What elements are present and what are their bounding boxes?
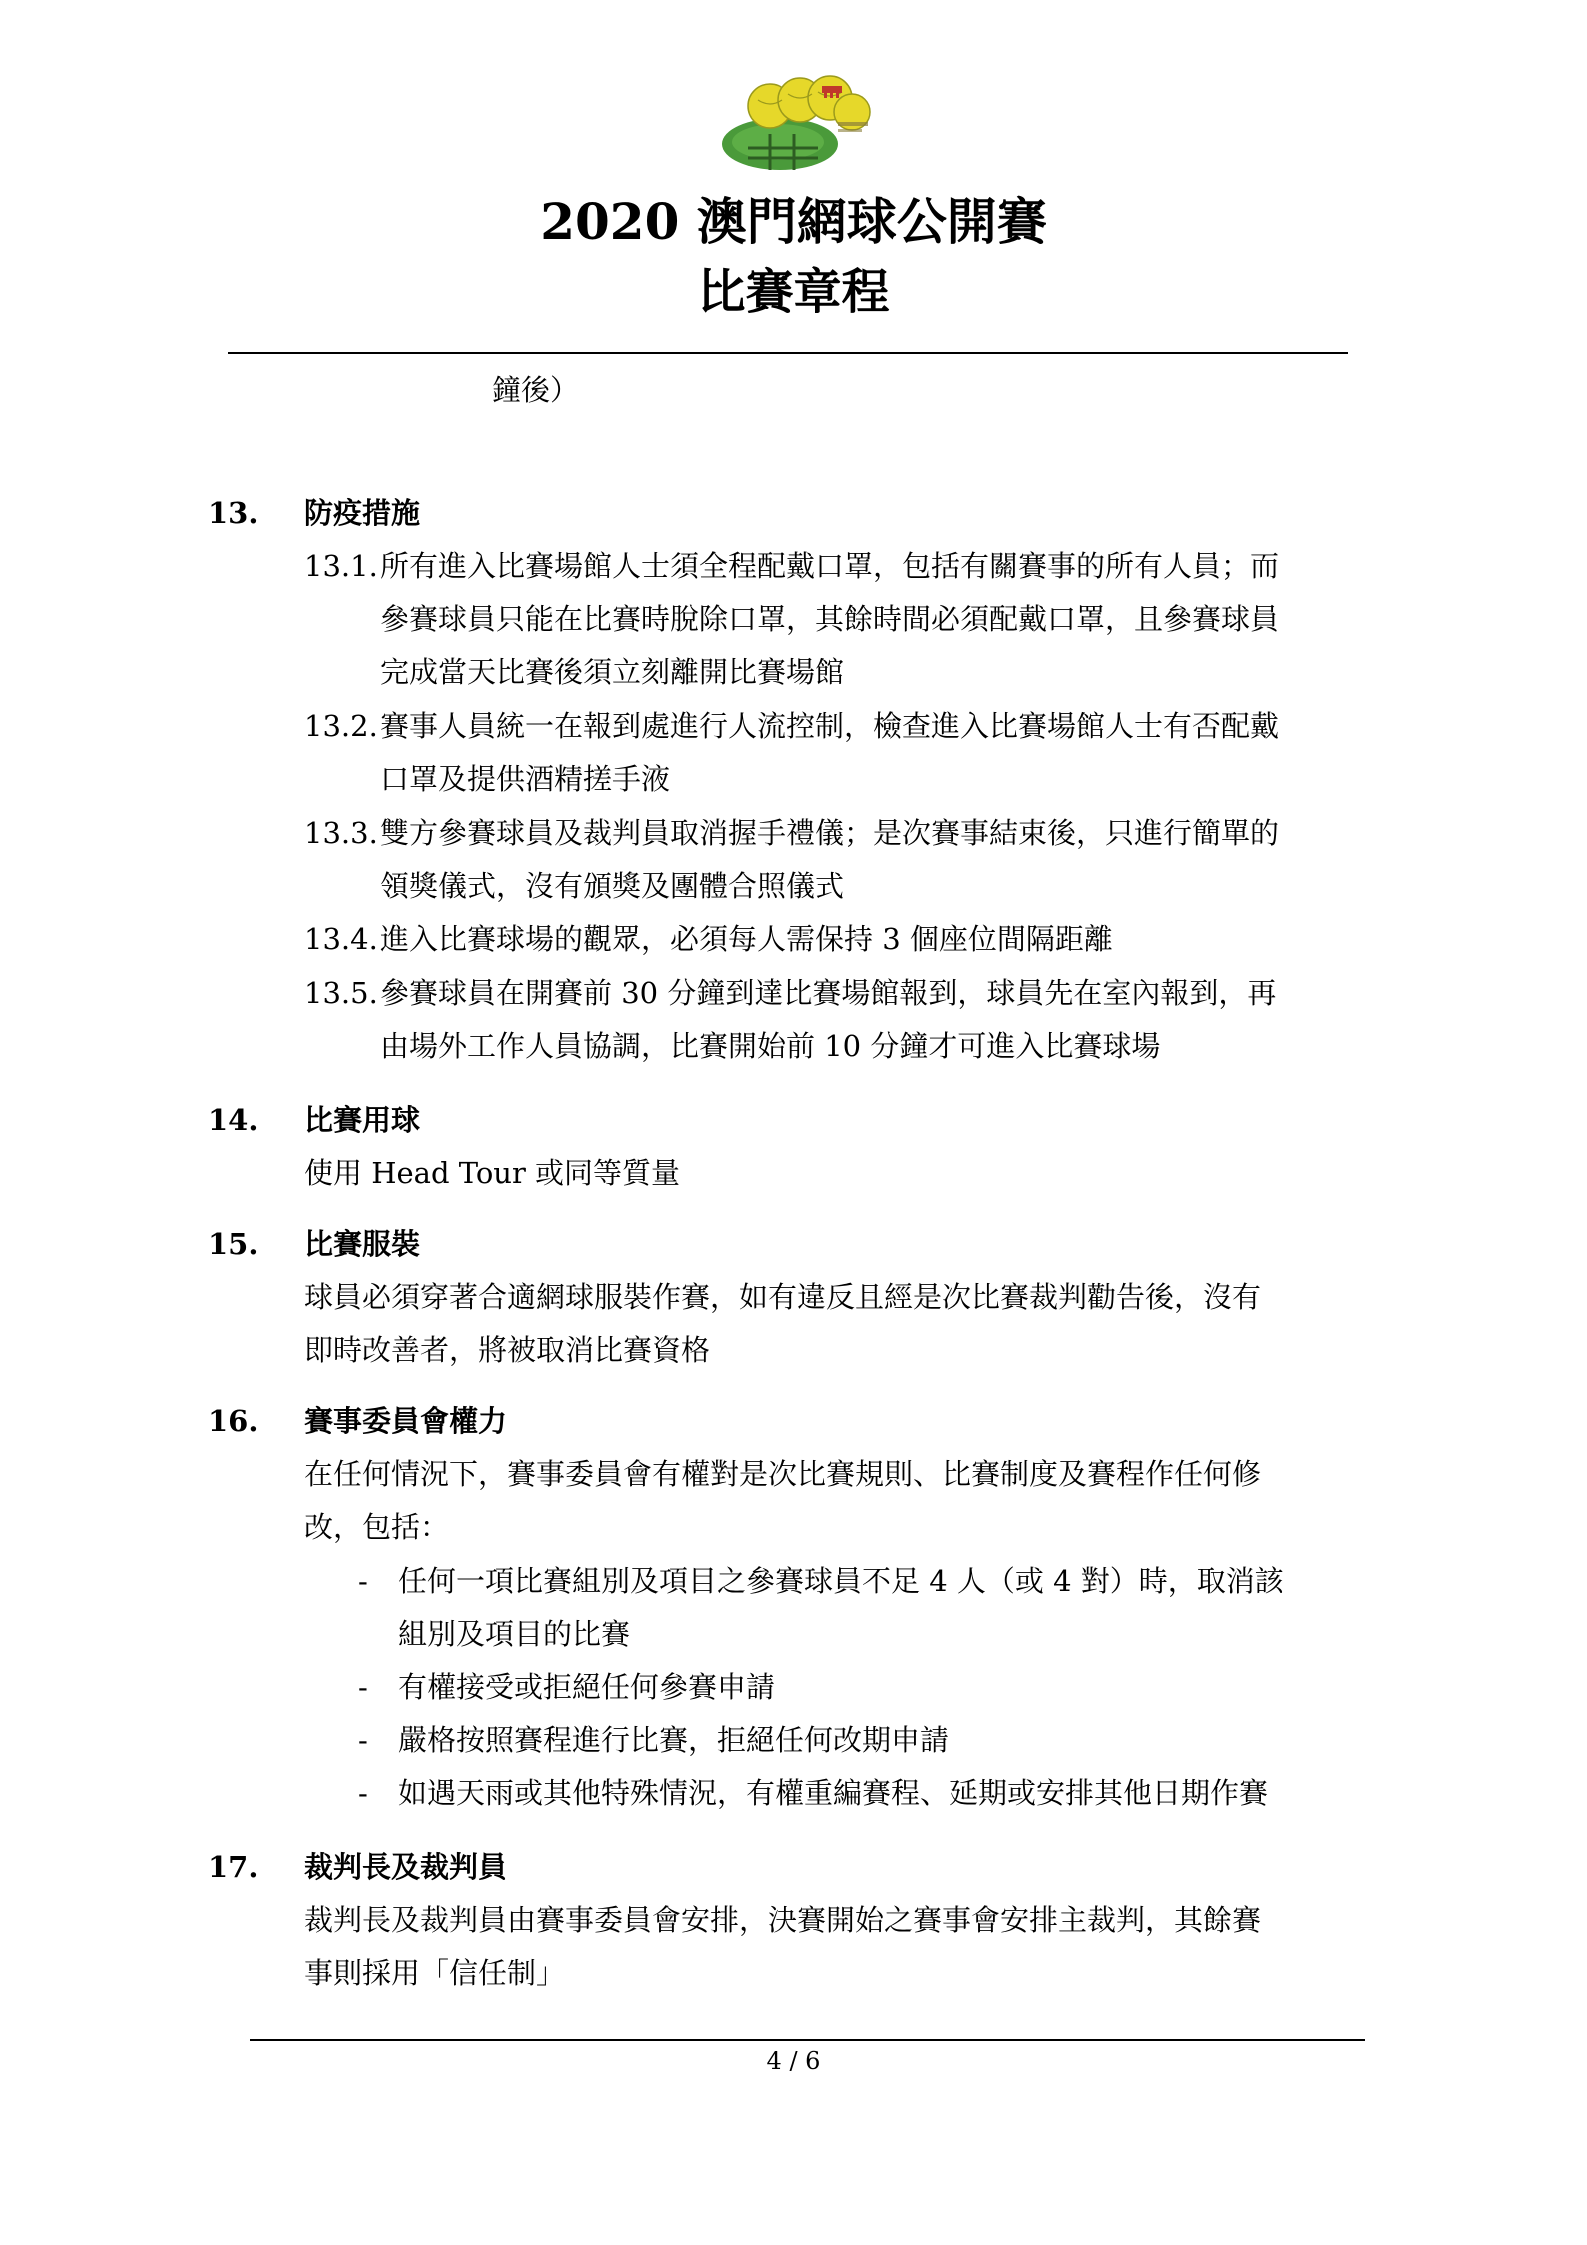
section-17-body-line: 事則採用「信任制」 bbox=[304, 1956, 566, 1990]
bullet-line: 如遇天雨或其他特殊情況，有權重編賽程、延期或安排其他日期作賽 bbox=[398, 1776, 1269, 1810]
bullet-line: 有權接受或拒絕任何參賽申請 bbox=[398, 1670, 776, 1704]
bullet-marker: - bbox=[358, 1776, 368, 1810]
item-13-2-line: 賽事人員統一在報到處進行人流控制，檢查進入比賽場館人士有否配戴 bbox=[380, 709, 1280, 743]
continued-text: 鐘後） bbox=[492, 373, 580, 407]
item-13-3-number: 13.3. bbox=[304, 816, 378, 850]
document-title: 2020 澳門網球公開賽 bbox=[540, 192, 1047, 251]
item-13-1-number: 13.1. bbox=[304, 549, 378, 583]
bullet-line: 嚴格按照賽程進行比賽，拒絕任何改期申請 bbox=[398, 1723, 950, 1757]
bullet-marker: - bbox=[358, 1564, 368, 1598]
footer-divider bbox=[250, 2039, 1365, 2041]
item-13-5-line: 由場外工作人員協調，比賽開始前 10 分鐘才可進入比賽球場 bbox=[380, 1029, 1161, 1063]
section-17-heading: 裁判長及裁判員 bbox=[304, 1850, 508, 1884]
section-15-body-line: 球員必須穿著合適網球服裝作賽，如有違反且經是次比賽裁判勸告後，沒有 bbox=[304, 1280, 1262, 1314]
section-13-number: 13. bbox=[208, 496, 259, 530]
section-17-body-line: 裁判長及裁判員由賽事委員會安排，決賽開始之賽事會安排主裁判，其餘賽 bbox=[304, 1903, 1262, 1937]
section-15-heading: 比賽服裝 bbox=[304, 1227, 421, 1261]
item-13-1-line: 所有進入比賽場館人士須全程配戴口罩，包括有關賽事的所有人員；而 bbox=[380, 549, 1280, 583]
document-subtitle: 比賽章程 bbox=[697, 264, 890, 320]
section-16-number: 16. bbox=[208, 1404, 259, 1438]
bullet-line: 任何一項比賽組別及項目之參賽球員不足 4 人（或 4 對）時，取消該 bbox=[398, 1564, 1284, 1598]
section-14-number: 14. bbox=[208, 1103, 259, 1137]
section-14-body-line: 使用 Head Tour 或同等質量 bbox=[304, 1156, 681, 1190]
section-15-number: 15. bbox=[208, 1227, 259, 1261]
item-13-4-line: 進入比賽球場的觀眾，必須每人需保持 3 個座位間隔距離 bbox=[380, 922, 1113, 956]
item-13-5-number: 13.5. bbox=[304, 976, 378, 1010]
bullet-marker: - bbox=[358, 1670, 368, 1704]
item-13-4-number: 13.4. bbox=[304, 922, 378, 956]
section-16-heading: 賽事委員會權力 bbox=[304, 1404, 508, 1438]
bullet-marker: - bbox=[358, 1723, 368, 1757]
item-13-3-line: 雙方參賽球員及裁判員取消握手禮儀；是次賽事結束後，只進行簡單的 bbox=[380, 816, 1280, 850]
header-divider bbox=[228, 352, 1348, 354]
item-13-2-line: 口罩及提供酒精搓手液 bbox=[380, 762, 671, 796]
section-13-heading: 防疫措施 bbox=[304, 496, 421, 530]
section-16-body-line: 改，包括： bbox=[304, 1510, 450, 1544]
section-16-body-line: 在任何情況下，賽事委員會有權對是次比賽規則、比賽制度及賽程作任何修 bbox=[304, 1457, 1262, 1491]
section-14-heading: 比賽用球 bbox=[304, 1103, 421, 1137]
item-13-1-line: 參賽球員只能在比賽時脫除口罩，其餘時間必須配戴口罩，且參賽球員 bbox=[380, 602, 1280, 636]
page-number: 4 / 6 bbox=[766, 2047, 821, 2075]
section-15-body-line: 即時改善者，將被取消比賽資格 bbox=[304, 1333, 711, 1367]
item-13-3-line: 領獎儀式，沒有頒獎及團體合照儀式 bbox=[380, 869, 845, 903]
tennis-association-logo-icon bbox=[718, 72, 888, 174]
bullet-line: 組別及項目的比賽 bbox=[398, 1617, 631, 1651]
item-13-2-number: 13.2. bbox=[304, 709, 378, 743]
section-17-number: 17. bbox=[208, 1850, 259, 1884]
item-13-5-line: 參賽球員在開賽前 30 分鐘到達比賽場館報到，球員先在室內報到，再 bbox=[380, 976, 1277, 1010]
item-13-1-line: 完成當天比賽後須立刻離開比賽場館 bbox=[380, 655, 845, 689]
